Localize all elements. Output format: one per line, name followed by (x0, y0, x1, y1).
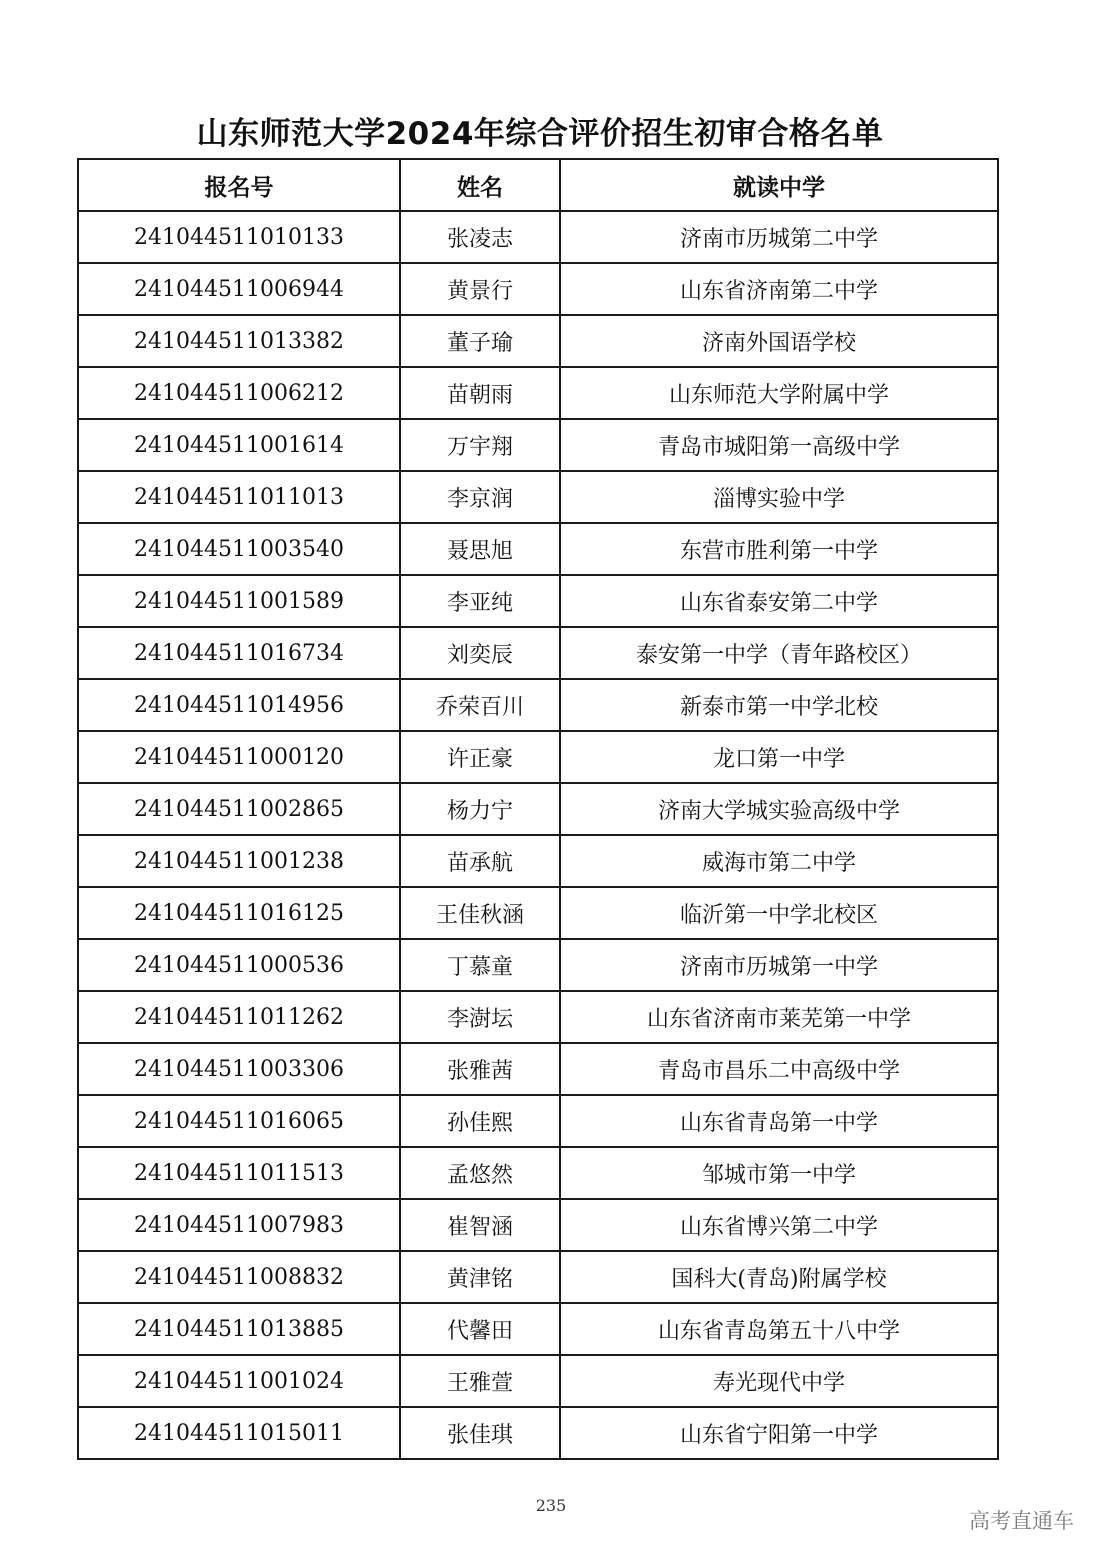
school-cell: 新泰市第一中学北校 (560, 679, 998, 731)
student-name-cell: 丁慕童 (400, 939, 560, 991)
student-name-cell: 董子瑜 (400, 315, 560, 367)
school-cell: 山东省宁阳第一中学 (560, 1407, 998, 1459)
table-row (78, 1303, 998, 1355)
school-cell: 淄博实验中学 (560, 471, 998, 523)
school-cell: 国科大(青岛)附属学校 (560, 1251, 998, 1303)
table-row (78, 575, 998, 627)
registration-number-cell: 241044511014956 (78, 679, 400, 731)
student-name-cell: 许正豪 (400, 731, 560, 783)
page-number: 235 (535, 1496, 567, 1515)
table-row (78, 523, 998, 575)
school-cell: 济南市历城第二中学 (560, 211, 998, 263)
school-cell: 寿光现代中学 (560, 1355, 998, 1407)
table-row (78, 783, 998, 835)
registration-number-cell: 241044511001589 (78, 575, 400, 627)
school-cell: 临沂第一中学北校区 (560, 887, 998, 939)
student-name-cell: 代馨田 (400, 1303, 560, 1355)
student-name-cell: 李澍坛 (400, 991, 560, 1043)
admission-list-table (77, 158, 999, 1460)
column-header-name: 姓名 (400, 159, 560, 211)
table-row (78, 887, 998, 939)
registration-number-cell: 241044511000120 (78, 731, 400, 783)
table-row (78, 835, 998, 887)
school-cell: 泰安第一中学（青年路校区） (560, 627, 998, 679)
registration-number-cell: 241044511011513 (78, 1147, 400, 1199)
registration-number-cell: 241044511011013 (78, 471, 400, 523)
registration-number-cell: 241044511006212 (78, 367, 400, 419)
student-name-cell: 王雅萱 (400, 1355, 560, 1407)
school-cell: 龙口第一中学 (560, 731, 998, 783)
registration-number-cell: 241044511003306 (78, 1043, 400, 1095)
school-cell: 邹城市第一中学 (560, 1147, 998, 1199)
table-row (78, 1251, 998, 1303)
school-cell: 山东省青岛第一中学 (560, 1095, 998, 1147)
student-name-cell: 张佳琪 (400, 1407, 560, 1459)
student-name-cell: 张凌志 (400, 211, 560, 263)
watermark: 高考直通车 (969, 1509, 1074, 1533)
school-cell: 青岛市昌乐二中高级中学 (560, 1043, 998, 1095)
student-name-cell: 黄津铭 (400, 1251, 560, 1303)
student-name-cell: 崔智涵 (400, 1199, 560, 1251)
table-row (78, 627, 998, 679)
registration-number-cell: 241044511010133 (78, 211, 400, 263)
registration-number-cell: 241044511011262 (78, 991, 400, 1043)
table-row (78, 939, 998, 991)
student-name-cell: 乔荣百川 (400, 679, 560, 731)
school-cell: 山东省博兴第二中学 (560, 1199, 998, 1251)
student-name-cell: 孟悠然 (400, 1147, 560, 1199)
table-row (78, 679, 998, 731)
registration-number-cell: 241044511000536 (78, 939, 400, 991)
registration-number-cell: 241044511003540 (78, 523, 400, 575)
school-cell: 山东省青岛第五十八中学 (560, 1303, 998, 1355)
student-name-cell: 王佳秋涵 (400, 887, 560, 939)
school-cell: 山东省泰安第二中学 (560, 575, 998, 627)
table-row (78, 1355, 998, 1407)
school-cell: 东营市胜利第一中学 (560, 523, 998, 575)
registration-number-cell: 241044511007983 (78, 1199, 400, 1251)
page-title: 山东师范大学2024年综合评价招生初审合格名单 (196, 116, 884, 152)
student-name-cell: 苗朝雨 (400, 367, 560, 419)
student-name-cell: 万宇翔 (400, 419, 560, 471)
registration-number-cell: 241044511016065 (78, 1095, 400, 1147)
table-row (78, 471, 998, 523)
table-row (78, 731, 998, 783)
registration-number-cell: 241044511013885 (78, 1303, 400, 1355)
registration-number-cell: 241044511006944 (78, 263, 400, 315)
school-cell: 济南市历城第一中学 (560, 939, 998, 991)
table-row (78, 1147, 998, 1199)
student-name-cell: 杨力宁 (400, 783, 560, 835)
table-header-row (78, 159, 998, 211)
table-row (78, 367, 998, 419)
student-name-cell: 张雅茜 (400, 1043, 560, 1095)
school-cell: 山东省济南市莱芜第一中学 (560, 991, 998, 1043)
table-row (78, 1043, 998, 1095)
registration-number-cell: 241044511008832 (78, 1251, 400, 1303)
registration-number-cell: 241044511001024 (78, 1355, 400, 1407)
registration-number-cell: 241044511016125 (78, 887, 400, 939)
registration-number-cell: 241044511015011 (78, 1407, 400, 1459)
student-name-cell: 聂思旭 (400, 523, 560, 575)
table-row (78, 211, 998, 263)
table-row (78, 991, 998, 1043)
registration-number-cell: 241044511001614 (78, 419, 400, 471)
student-name-cell: 刘奕辰 (400, 627, 560, 679)
registration-number-cell: 241044511002865 (78, 783, 400, 835)
table-row (78, 419, 998, 471)
student-name-cell: 黄景行 (400, 263, 560, 315)
school-cell: 济南外国语学校 (560, 315, 998, 367)
school-cell: 威海市第二中学 (560, 835, 998, 887)
table-row (78, 1407, 998, 1459)
student-name-cell: 孙佳熙 (400, 1095, 560, 1147)
student-name-cell: 李京润 (400, 471, 560, 523)
table-row (78, 1199, 998, 1251)
column-header-school: 就读中学 (560, 159, 998, 211)
registration-number-cell: 241044511016734 (78, 627, 400, 679)
table-row (78, 1095, 998, 1147)
school-cell: 山东省济南第二中学 (560, 263, 998, 315)
registration-number-cell: 241044511001238 (78, 835, 400, 887)
school-cell: 山东师范大学附属中学 (560, 367, 998, 419)
student-name-cell: 苗承航 (400, 835, 560, 887)
registration-number-cell: 241044511013382 (78, 315, 400, 367)
table-row (78, 263, 998, 315)
school-cell: 济南大学城实验高级中学 (560, 783, 998, 835)
table-row (78, 315, 998, 367)
student-name-cell: 李亚纯 (400, 575, 560, 627)
column-header-registration-number: 报名号 (78, 159, 400, 211)
school-cell: 青岛市城阳第一高级中学 (560, 419, 998, 471)
table-body (78, 211, 998, 1459)
